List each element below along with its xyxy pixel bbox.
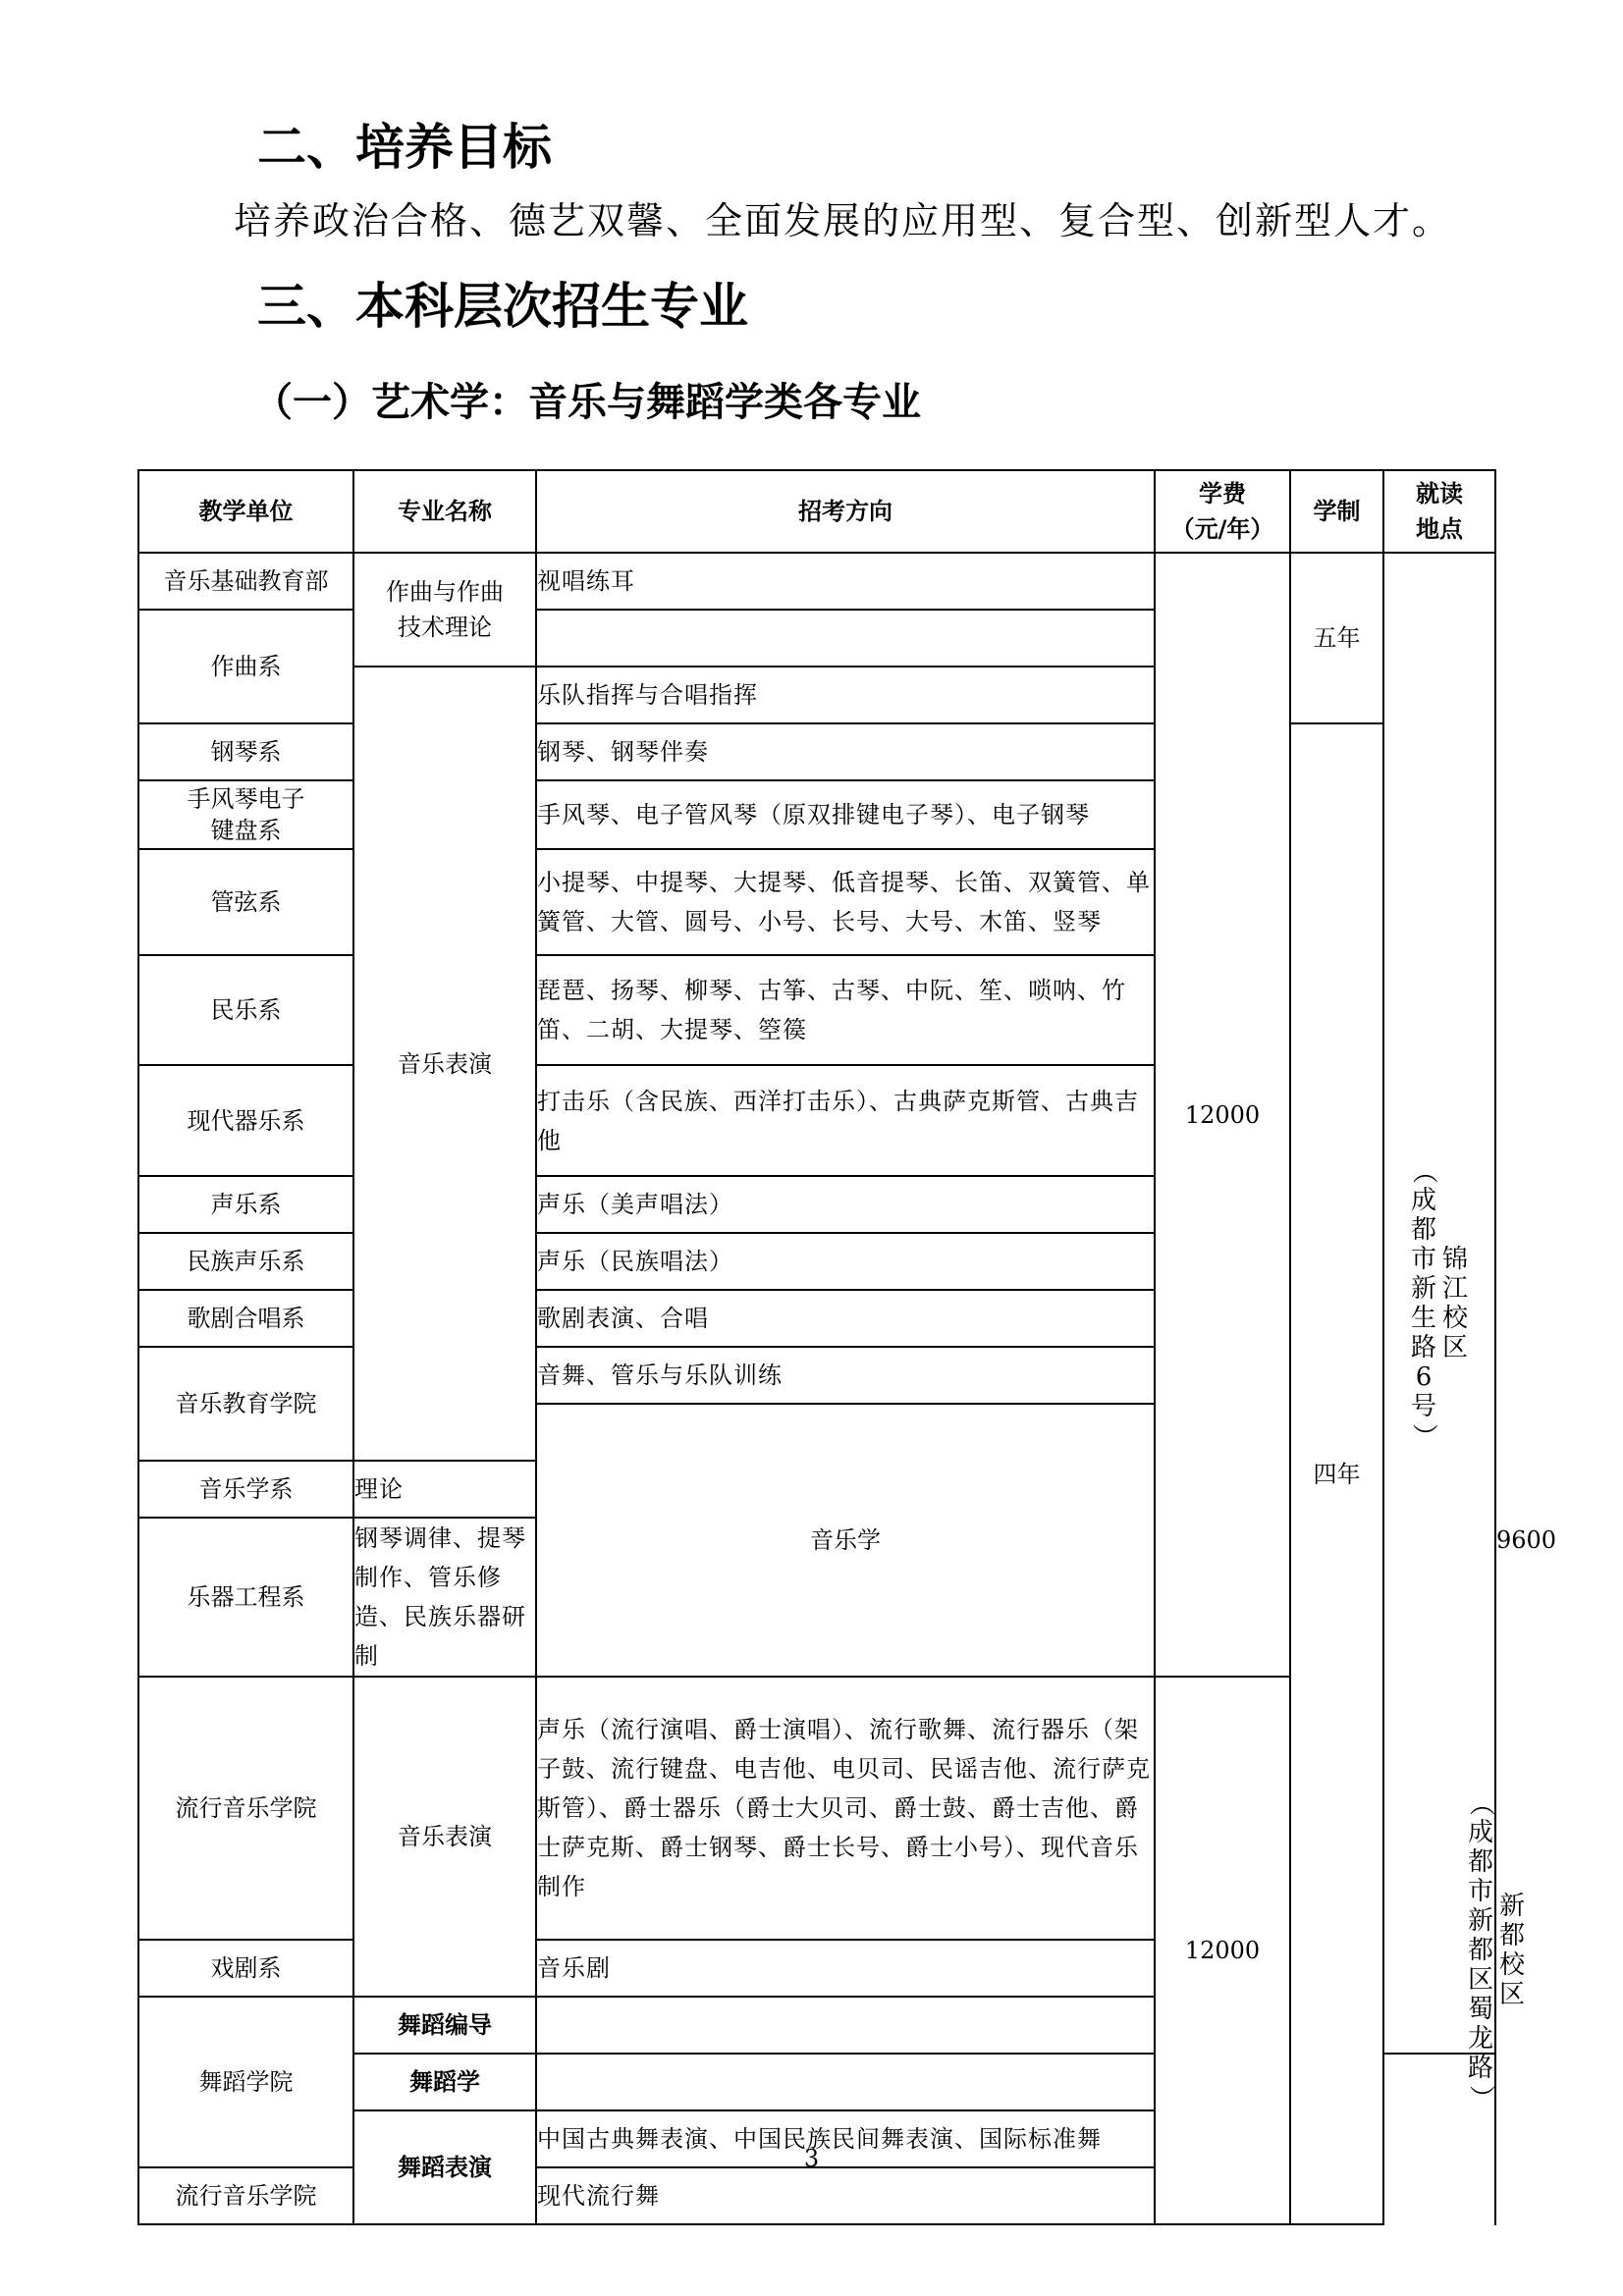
fee-cell: 12000 [1155, 553, 1290, 1677]
unit-cell: 声乐系 [138, 1176, 353, 1233]
header-years: 学制 [1290, 470, 1383, 553]
training-goals-text: 培养政治合格、德艺双馨、全面发展的应用型、复合型、创新型人才。 [234, 199, 1452, 242]
majors-table [137, 469, 1557, 2225]
header-location [1383, 470, 1495, 553]
unit-cell: 音乐学系 [138, 1461, 353, 1518]
direction-cell [536, 610, 1155, 667]
table-row [138, 723, 1495, 780]
vertical-char: 成 [1410, 1185, 1436, 1215]
vertical-char: 成 [1467, 1818, 1493, 1847]
header-fee-line1: 学费 [1199, 480, 1246, 507]
vertical-char: 6 [1415, 1362, 1433, 1392]
vertical-char: 生 [1410, 1303, 1436, 1333]
unit-cell: 戏剧系 [138, 1940, 353, 1997]
unit-cell: 乐器工程系 [138, 1518, 353, 1677]
unit-line: 键盘系 [210, 817, 282, 844]
vertical-char: （ [1408, 1157, 1438, 1184]
header-direction: 招考方向 [536, 470, 1155, 553]
direction-cell: 中国古典舞表演、中国民族民间舞表演、国际标准舞 [536, 2110, 1155, 2167]
header-location-line2: 地点 [1416, 515, 1463, 543]
header-location-line1: 就读 [1416, 480, 1463, 507]
section-heading-training-goals: 二、培养目标 [257, 119, 552, 176]
location-name [1499, 1892, 1525, 2009]
major-cell: 舞蹈学 [353, 2054, 536, 2110]
vertical-char: 路 [1467, 2054, 1493, 2083]
direction-cell: 声乐（美声唱法） [536, 1176, 1155, 1233]
unit-cell: 民族声乐系 [138, 1233, 353, 1290]
table-header-row [138, 470, 1495, 553]
unit-cell: 管弦系 [138, 849, 353, 955]
direction-cell: 琵琶、扬琴、柳琴、古筝、古琴、中阮、笙、唢呐、竹笛、二胡、大提琴、箜篌 [536, 955, 1155, 1065]
header-fee [1155, 470, 1290, 553]
vertical-char: 蜀 [1467, 1995, 1493, 2024]
vertical-char: 都 [1467, 1847, 1493, 1877]
unit-cell: 音乐基础教育部 [138, 553, 353, 610]
unit-cell: 音乐教育学院 [138, 1347, 353, 1461]
unit-cell [138, 780, 353, 849]
major-cell: 音乐表演 [353, 1677, 536, 1997]
major-line: 作曲与作曲 [386, 578, 504, 606]
vertical-char: 区 [1499, 1980, 1526, 2009]
direction-cell: 歌剧表演、合唱 [536, 1290, 1155, 1347]
header-major: 专业名称 [353, 470, 536, 553]
unit-cell: 作曲系 [138, 610, 353, 723]
location-address [1465, 1789, 1495, 2112]
unit-cell: 流行音乐学院 [138, 1677, 353, 1940]
subsection-heading-music-dance: （一）艺术学：音乐与舞蹈学类各专业 [253, 380, 921, 425]
direction-cell: 小提琴、中提琴、大提琴、低音提琴、长笛、双簧管、单簧管、大管、圆号、小号、长号、大号、木笛、竖琴 [536, 849, 1155, 955]
direction-cell: 理论 [353, 1461, 536, 1518]
direction-cell: 视唱练耳 [536, 553, 1155, 610]
major-line: 技术理论 [398, 614, 492, 641]
header-fee-line2: （元/年） [1170, 515, 1274, 543]
direction-cell [536, 1997, 1155, 2054]
unit-cell: 舞蹈学院 [138, 1997, 353, 2167]
table-row [138, 553, 1495, 610]
vertical-char: 新 [1499, 1892, 1526, 1921]
direction-cell: 声乐（流行演唱、爵士演唱）、流行歌舞、流行器乐（架子鼓、流行键盘、电吉他、电贝司、民谣吉他、流行萨克斯管）、爵士器乐（爵士大贝司、爵士鼓、爵士吉他、爵士萨克斯、爵士钢琴、爵士长号、爵士小号）、现代音乐制作 [536, 1677, 1155, 1940]
direction-cell: 乐队指挥与合唱指挥 [536, 667, 1155, 723]
vertical-char: 龙 [1467, 2024, 1493, 2054]
section-heading-undergraduate-majors: 三、本科层次招生专业 [257, 278, 748, 335]
vertical-char: 都 [1467, 1936, 1493, 1965]
vertical-char: ） [1408, 1422, 1438, 1449]
header-unit: 教学单位 [138, 470, 353, 553]
direction-cell: 现代流行舞 [536, 2167, 1155, 2224]
page-number: 3 [803, 2145, 820, 2172]
unit-cell: 钢琴系 [138, 723, 353, 780]
location-name [1442, 1245, 1468, 1362]
major-cell: 舞蹈表演 [353, 2110, 536, 2224]
direction-cell: 声乐（民族唱法） [536, 1233, 1155, 1290]
direction-cell [536, 2054, 1155, 2110]
direction-cell: 音乐剧 [536, 1940, 1155, 1997]
location-address [1408, 1156, 1438, 1451]
direction-cell: 钢琴、钢琴伴奏 [536, 723, 1155, 780]
vertical-char: 区 [1442, 1332, 1469, 1362]
major-cell: 舞蹈编导 [353, 1997, 536, 2054]
major-cell: 音乐学 [536, 1404, 1155, 1677]
vertical-char: 都 [1410, 1214, 1436, 1245]
vertical-char: 路 [1410, 1332, 1436, 1362]
vertical-char: 江 [1442, 1273, 1469, 1304]
vertical-char: 新 [1410, 1273, 1436, 1304]
vertical-char: 校 [1442, 1303, 1469, 1333]
direction-cell: 手风琴、电子管风琴（原双排键电子琴）、电子钢琴 [536, 780, 1155, 849]
unit-cell: 民乐系 [138, 955, 353, 1065]
direction-cell: 钢琴调律、提琴制作、管乐修造、民族乐器研制 [353, 1518, 536, 1677]
unit-cell: 现代器乐系 [138, 1065, 353, 1176]
years-cell: 四年 [1290, 723, 1383, 2224]
vertical-char: （ [1465, 1789, 1495, 1817]
table-row: 音乐学 9600 [138, 1404, 1495, 1461]
vertical-char: 都 [1499, 1921, 1526, 1950]
vertical-char: 校 [1499, 1950, 1526, 1980]
vertical-char: 号 [1410, 1391, 1436, 1421]
unit-cell: 流行音乐学院 [138, 2167, 353, 2224]
vertical-char: 锦 [1442, 1244, 1469, 1274]
direction-cell: 音舞、管乐与乐队训练 [536, 1347, 1155, 1404]
vertical-char: 市 [1410, 1244, 1436, 1274]
unit-cell: 歌剧合唱系 [138, 1290, 353, 1347]
fee-cell: 12000 [1155, 1677, 1290, 2224]
years-cell: 五年 [1290, 553, 1383, 723]
vertical-char: 新 [1467, 1906, 1493, 1936]
unit-line: 手风琴电子 [187, 785, 305, 813]
major-cell: 音乐表演 [353, 667, 536, 1461]
vertical-char: 市 [1467, 1877, 1493, 1906]
major-cell [353, 553, 536, 667]
vertical-char: ） [1465, 2084, 1495, 2111]
direction-cell: 打击乐（含民族、西洋打击乐）、古典萨克斯管、古典吉他 [536, 1065, 1155, 1176]
vertical-char: 区 [1467, 1965, 1493, 1995]
